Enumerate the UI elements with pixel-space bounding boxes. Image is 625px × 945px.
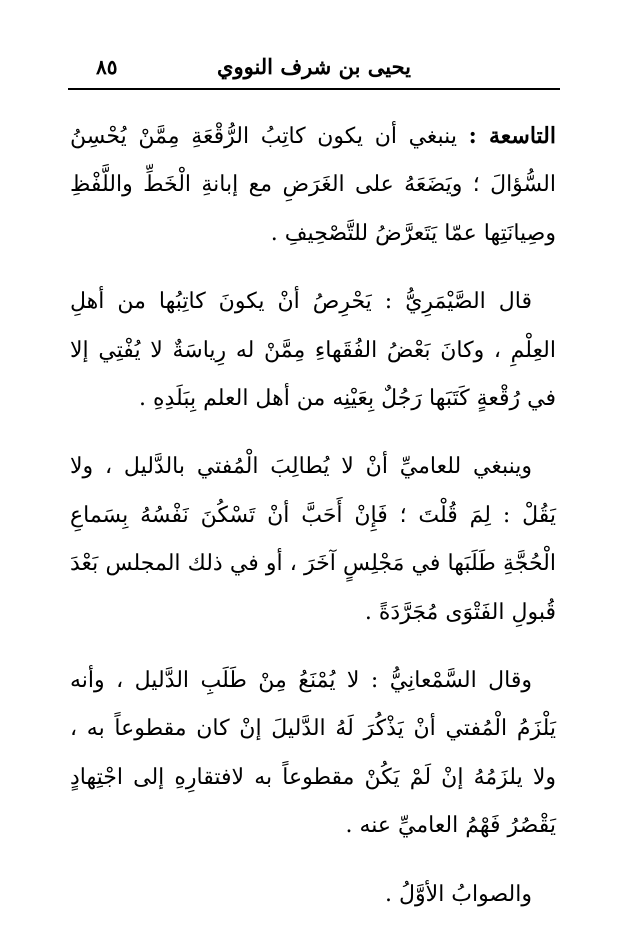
paragraph-4 bbox=[70, 657, 556, 851]
page-number: ٨٥ bbox=[96, 55, 118, 79]
paragraph-3 bbox=[70, 443, 556, 637]
paragraph-text: قال الصَّيْمَرِيُّ : يَحْرِصُ أنْ يكونَ كاتِبُها من أهلِ العِلْمِ ، وكانَ بَعْضُ الفُقَهاءِ مِمَّنْ له رِياسَةٌ لا يُفْتِي إلا في رُقْعةٍ كَتَبَها رَجُلٌ بِعَيْنِه من أهل العلم بِبَلَدِهِ . bbox=[70, 289, 556, 412]
paragraph-text: وينبغي للعاميِّ أنْ لا يُطالِبَ الْمُفتي بالدَّليل ، ولا يَقُلْ : لِمَ قُلْتَ ؛ فَإِنْ أَحَبَّ أنْ تَسْكُنَ نَفْسُهُ بِسَماعِ الْحُجَّةِ طَلَبَها في مَجْلِسٍ آخَرَ ، أو في ذلك المجلس بَعْدَ قُبولِ الفَتْوَى مُجَرَّدَةً . bbox=[70, 454, 556, 625]
paragraph-text: والصوابُ الأوَّلُ . bbox=[385, 881, 532, 907]
paragraph-1 bbox=[70, 112, 556, 258]
header-rule bbox=[68, 88, 560, 90]
text-body bbox=[70, 112, 556, 939]
paragraph-lead: التاسعة : bbox=[468, 123, 556, 149]
paragraph-text: ينبغي أن يكون كاتِبُ الرُّقْعَةِ مِمَّنْ يُحْسِنُ السُّؤالَ ؛ ويَضَعَهُ على الغَرَضِ مع إبانةِ الْخَطِّ واللَّفْظِ وصِيانَتِها عمّا يَتَعرَّضُ للتَّصْحِيفِ . bbox=[70, 124, 556, 246]
page-header bbox=[68, 44, 560, 90]
running-title: يحيى بن شرف النووي bbox=[217, 54, 411, 79]
paragraph-2 bbox=[70, 278, 556, 423]
paragraph-5 bbox=[70, 871, 556, 919]
paragraph-text: وقال السَّمْعانِيُّ : لا يُمْنَعُ مِنْ طَلَبِ الدَّليل ، وأنه يَلْزَمُ الْمُفتي أنْ يَذْكُرَ لَهُ الدَّليلَ إنْ كان مقطوعاً به ، ولا يلزَمُهُ إنْ لَمْ يَكُنْ مقطوعاً به لافتقارِهِ إلى اجْتِهادٍ يَقْصُرُ فَهْمُ العاميِّ عنه . bbox=[70, 668, 556, 839]
